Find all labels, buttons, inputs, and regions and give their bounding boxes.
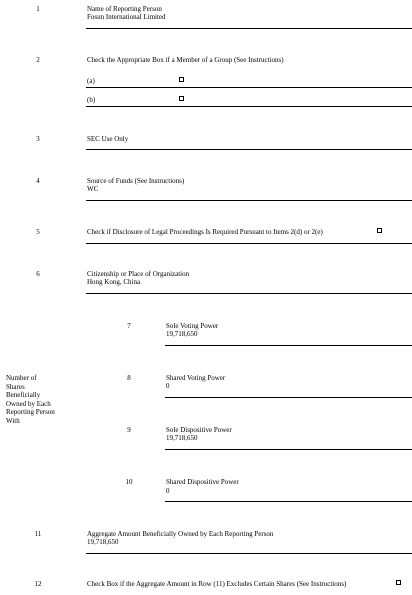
row-2a-divider (86, 87, 412, 88)
row-3-number: 3 (36, 135, 40, 143)
group-member-b-checkbox[interactable] (179, 96, 184, 101)
row-11-label: Aggregate Amount Beneficially Owned by Each Reporting Person (87, 530, 274, 538)
row-2-option-b-label: (b) (87, 96, 96, 104)
row-9-divider (165, 449, 412, 450)
legal-proceedings-checkbox[interactable] (377, 228, 382, 233)
row-9-number: 9 (127, 426, 131, 434)
row-12-number: 12 (34, 580, 42, 588)
row-11-divider (86, 553, 412, 554)
row-6-number: 6 (36, 270, 40, 278)
row-7-divider (165, 345, 412, 346)
row-2-label: Check the Appropriate Box if a Member of a Group (See Instructions) (87, 56, 284, 64)
row-10-number: 10 (125, 478, 133, 486)
row-2b-divider (86, 106, 412, 107)
row-1-label: Name of Reporting Person (87, 5, 162, 13)
row-10-value: 0 (166, 487, 170, 495)
row-1-number: 1 (36, 5, 40, 13)
row-10-divider (165, 501, 412, 502)
row-4-number: 4 (36, 177, 40, 185)
row-7-value: 19,718,650 (166, 330, 198, 338)
row-6-label: Citizenship or Place of Organization (87, 270, 190, 278)
row-8-number: 8 (127, 374, 131, 382)
row-2-number: 2 (36, 56, 40, 64)
group-member-a-checkbox[interactable] (179, 77, 184, 82)
row-7-number: 7 (127, 322, 131, 330)
row-7-label: Sole Voting Power (166, 322, 219, 330)
row-10-label: Shared Dispositive Power (166, 478, 239, 486)
row-4-divider (86, 200, 412, 201)
row-12-label: Check Box if the Aggregate Amount in Row (11) Excludes Certain Shares (See Instructions) (87, 580, 347, 588)
row-4-label: Source of Funds (See Instructions) (87, 177, 185, 185)
row-11-value: 19,718,650 (87, 538, 119, 546)
row-3-divider (86, 149, 412, 150)
row-8-divider (165, 397, 412, 398)
row-1-divider (86, 28, 412, 29)
row-5-divider (86, 243, 412, 244)
row-8-value: 0 (166, 382, 170, 390)
row-1-value: Fosun International Limited (87, 13, 166, 21)
row-4-value: WC (87, 185, 99, 193)
row-8-label: Shared Voting Power (166, 374, 226, 382)
row-6-value: Hong Kong, China (87, 278, 141, 286)
row-3-label: SEC Use Only (87, 135, 129, 143)
row-9-label: Sole Dispositive Power (166, 426, 232, 434)
row-5-label: Check if Disclosure of Legal Proceedings Is Required Pursuant to Items 2(d) or 2(e) (87, 228, 323, 236)
excludes-shares-checkbox[interactable] (396, 580, 401, 585)
shares-beneficially-owned-label: Number of Shares Beneficially Owned by Each Reporting Person With (6, 374, 55, 425)
row-11-number: 11 (34, 530, 42, 538)
row-5-number: 5 (36, 228, 40, 236)
row-9-value: 19,718,650 (166, 434, 198, 442)
row-2-option-a-label: (a) (87, 77, 95, 85)
row-6-divider (86, 293, 412, 294)
